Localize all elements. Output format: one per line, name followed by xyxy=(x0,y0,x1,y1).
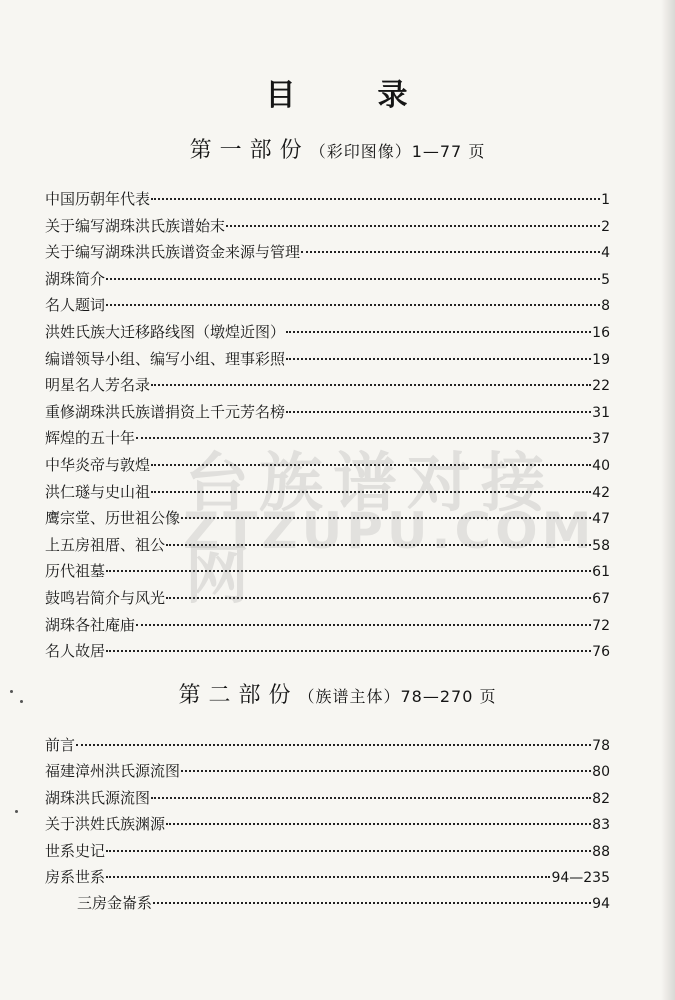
toc-entry-label: 中国历朝年代表 xyxy=(45,190,151,208)
toc-entry[interactable] xyxy=(45,213,610,240)
dot-leader xyxy=(136,624,591,626)
toc-entry[interactable] xyxy=(45,638,610,665)
toc-entry-page: 58 xyxy=(592,537,610,554)
dot-leader xyxy=(106,876,550,878)
toc-entry-label: 重修湖珠洪氏族谱捐资上千元芳名榜 xyxy=(45,402,286,421)
toc-entry-label: 洪姓氏族大迁移路线图（墩煌近图） xyxy=(45,322,286,341)
toc-entry-label: 鹰宗堂、历世祖公像 xyxy=(45,509,181,528)
scan-speck xyxy=(15,810,18,813)
toc-entry[interactable] xyxy=(45,319,610,346)
part1-heading xyxy=(0,133,675,164)
dot-leader xyxy=(151,384,591,386)
toc-entry-label: 湖珠各社庵庙 xyxy=(45,615,136,634)
toc-entry-label: 关于编写湖珠洪氏族谱始末 xyxy=(45,216,226,235)
toc-entry[interactable] xyxy=(45,864,610,890)
toc-entry-label: 编谱领导小组、编写小组、理事彩照 xyxy=(45,349,286,368)
dot-leader xyxy=(106,650,591,652)
dot-leader xyxy=(166,597,591,599)
watermark-text: 台族谱对接网 xyxy=(185,447,555,613)
toc-entry-page: 72 xyxy=(592,617,610,634)
toc-entry-page: 80 xyxy=(592,764,610,781)
dot-leader xyxy=(106,278,600,280)
toc-entry-label: 上五房祖厝、祖公 xyxy=(45,535,166,554)
title-char-1: 目 xyxy=(265,78,298,113)
toc-entry-page: 83 xyxy=(592,817,610,834)
toc-entry-label: 前言 xyxy=(45,736,76,754)
toc-entry-page: 94—235 xyxy=(551,869,610,886)
toc-entry-label: 鼓鸣岩简介与风光 xyxy=(45,588,166,607)
toc-entry-page: 42 xyxy=(592,484,610,501)
toc-entry[interactable] xyxy=(45,558,610,585)
toc-entry[interactable] xyxy=(45,266,610,293)
toc-entry-page: 40 xyxy=(592,457,610,474)
toc-entry[interactable] xyxy=(45,346,610,373)
toc-entry-label: 世系史记 xyxy=(45,841,106,860)
toc-entry-label: 中华炎帝与敦煌 xyxy=(45,455,151,474)
title-char-2: 录 xyxy=(377,78,410,113)
dot-leader xyxy=(151,491,591,493)
toc-entry[interactable] xyxy=(45,186,610,213)
part1-toc-list xyxy=(45,186,610,665)
toc-entry-label: 三房金崙系 xyxy=(77,894,153,913)
toc-entry-label: 关于编写湖珠洪氏族谱资金来源与管理 xyxy=(45,243,301,262)
toc-entry[interactable] xyxy=(45,532,610,559)
toc-entry[interactable] xyxy=(45,372,610,399)
dot-leader xyxy=(166,823,591,825)
toc-entry-page: 78 xyxy=(592,738,610,754)
toc-entry-page: 1 xyxy=(601,192,610,208)
dot-leader xyxy=(301,251,600,253)
scan-speck xyxy=(10,690,13,693)
toc-entry[interactable] xyxy=(45,239,610,266)
toc-entry-label: 辉煌的五十年 xyxy=(45,429,136,448)
toc-entry-page: 61 xyxy=(592,564,610,581)
scan-speck xyxy=(20,700,23,703)
toc-entry-page: 67 xyxy=(592,590,610,607)
toc-entry-label: 关于洪姓氏族渊源 xyxy=(45,815,166,834)
toc-entry[interactable] xyxy=(45,425,610,452)
toc-entry[interactable] xyxy=(45,811,610,837)
toc-entry-label: 洪仁璲与史山祖 xyxy=(45,482,151,501)
toc-entry-page: 37 xyxy=(592,431,610,448)
dot-leader xyxy=(181,517,591,519)
toc-entry[interactable] xyxy=(45,890,610,916)
toc-entry-page: 4 xyxy=(601,245,610,262)
watermark-url: ZTZUPU.COM xyxy=(183,502,596,560)
toc-entry-label: 明星名人芳名录 xyxy=(45,376,151,395)
dot-leader xyxy=(106,850,591,852)
toc-entry-page: 8 xyxy=(601,298,610,315)
toc-entry-label: 湖珠洪氏源流图 xyxy=(45,788,151,807)
toc-entry[interactable] xyxy=(45,479,610,506)
page-title xyxy=(0,70,675,114)
toc-entry-page: 5 xyxy=(601,271,610,288)
toc-entry-label: 名人题词 xyxy=(45,296,106,315)
toc-entry-page: 22 xyxy=(592,378,610,395)
dot-leader xyxy=(151,198,600,200)
dot-leader xyxy=(181,770,591,772)
toc-entry-label: 历代祖墓 xyxy=(45,562,106,581)
dot-leader xyxy=(136,437,591,439)
toc-entry-page: 94 xyxy=(592,896,610,913)
toc-entry[interactable] xyxy=(45,399,610,426)
part1-heading-text: 第一部份 xyxy=(189,138,310,163)
dot-leader xyxy=(106,304,600,306)
toc-entry-page: 82 xyxy=(592,790,610,807)
part2-heading-note: （族谱主体）78—270 页 xyxy=(298,687,497,706)
toc-entry[interactable] xyxy=(45,838,610,864)
toc-entry[interactable] xyxy=(45,732,610,758)
toc-entry-page: 19 xyxy=(592,351,610,368)
toc-entry[interactable] xyxy=(45,452,610,479)
toc-entry[interactable] xyxy=(45,585,610,612)
part2-heading-text: 第二部份 xyxy=(178,683,299,708)
part2-heading xyxy=(0,678,675,709)
dot-leader xyxy=(151,797,591,799)
toc-entry-page: 31 xyxy=(592,404,610,421)
toc-entry-page: 16 xyxy=(592,324,610,341)
toc-entry-label: 福建漳州洪氏源流图 xyxy=(45,762,181,781)
dot-leader xyxy=(226,225,600,227)
dot-leader xyxy=(286,358,591,360)
dot-leader xyxy=(151,464,591,466)
toc-entry-label: 名人故居 xyxy=(45,642,106,661)
toc-entry-label: 房系世系 xyxy=(45,867,106,886)
dot-leader xyxy=(106,570,591,572)
toc-entry-label: 湖珠简介 xyxy=(45,269,106,288)
dot-leader xyxy=(286,331,591,333)
toc-entry[interactable] xyxy=(45,505,610,532)
toc-entry-page: 76 xyxy=(592,644,610,661)
toc-entry[interactable] xyxy=(45,758,610,784)
toc-entry[interactable] xyxy=(45,785,610,811)
toc-entry-page: 88 xyxy=(592,843,610,860)
dot-leader xyxy=(286,411,591,413)
toc-entry[interactable] xyxy=(45,612,610,639)
toc-entry-page: 47 xyxy=(592,511,610,528)
dot-leader xyxy=(153,902,591,904)
dot-leader xyxy=(166,544,591,546)
dot-leader xyxy=(76,744,591,746)
part2-toc-list xyxy=(45,732,610,917)
part1-heading-note: （彩印图像）1—77 页 xyxy=(309,142,486,161)
toc-entry[interactable] xyxy=(45,292,610,319)
toc-entry-page: 2 xyxy=(601,218,610,235)
